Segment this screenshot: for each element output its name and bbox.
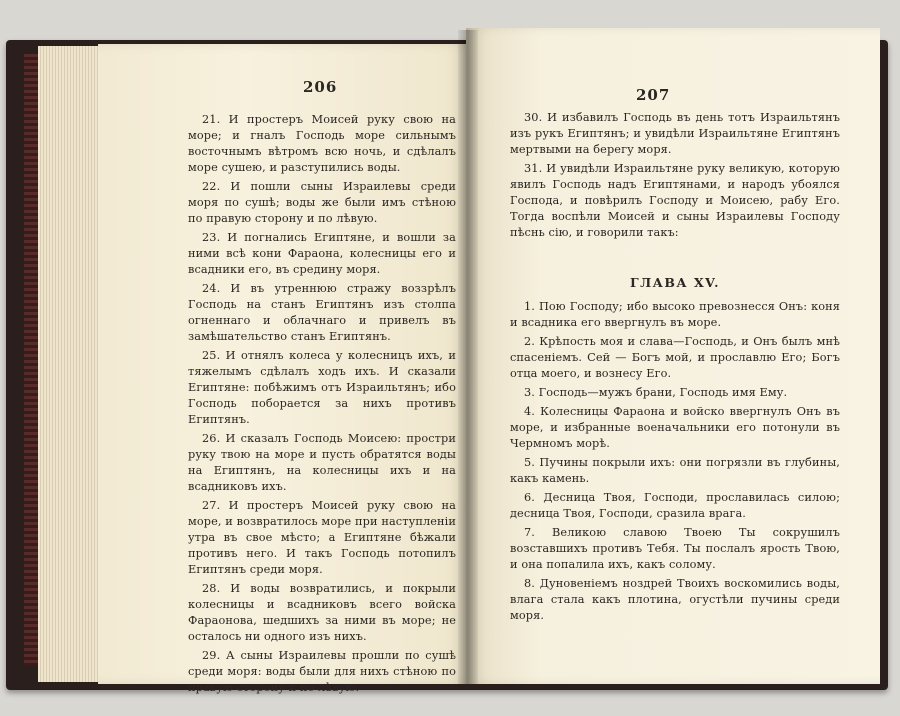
verse: 8. Дуновеніемъ ноздрей Твоихъ воскомились воды, влага стала какъ плотина, огустѣли пучины среди моря.: [510, 577, 840, 622]
page-number-right: 207: [636, 86, 671, 104]
verse: 22. И пошли сыны Израилевы среди моря по сушѣ; воды же были имъ стѣною по правую сторону и по лѣвую.: [188, 180, 456, 225]
verse: 23. И погнались Египтяне, и вошли за ними всѣ кони Фараона, колесницы его и всадники его, въ средину моря.: [188, 231, 456, 276]
verse: 28. И воды возвратились, и покрыли колесницы и всадниковъ всего войска Фараонова, шедшихъ за ними въ море; не осталось ни одного изъ нихъ.: [188, 582, 456, 643]
verse: 1. Пою Господу; ибо высоко превознесся Онъ: коня и всадника его ввергнулъ въ море.: [510, 300, 840, 329]
gutter-shadow: [458, 30, 478, 684]
left-page: [98, 44, 470, 694]
verse: 30. И избавилъ Господь въ день тотъ Израильтянъ изъ рукъ Египтянъ; и увидѣли Израильтяне Египтянъ мертвыми на берегу моря.: [510, 111, 840, 156]
verse: 5. Пучины покрыли ихъ: они погрязли въ глубины, какъ камень.: [510, 456, 840, 485]
verse: 26. И сказалъ Господь Моисею: простри руку твою на море и пусть обратятся воды на Египтянъ, на колесницы ихъ и на всадниковъ ихъ.: [188, 432, 456, 493]
left-page-text: [188, 112, 456, 699]
verse: 7. Великою славою Твоею Ты сокрушилъ возставшихъ противъ Тебя. Ты послалъ ярость Твою, и она попалила ихъ, какъ солому.: [510, 526, 840, 571]
verse: 3. Господь—мужъ брани, Господь имя Ему.: [524, 386, 788, 399]
verse: 24. И въ утреннюю стражу воззрѣлъ Господь на станъ Египтянъ изъ столпа огненнаго и облачнаго и привелъ въ замѣшательство станъ Египтянъ.: [188, 282, 456, 343]
verse: 4. Колесницы Фараона и войско ввергнулъ Онъ въ море, и избранные военачальники его потонули въ Чермномъ морѣ.: [510, 405, 840, 450]
verse: 2. Крѣпость моя и слава—Господь, и Онъ былъ мнѣ спасеніемъ. Сей — Богъ мой, и прославлю Его; Богъ отца моего, и вознесу Его.: [510, 335, 840, 380]
binding-edge: [24, 54, 38, 666]
verse: 6. Десница Твоя, Господи, прославилась силою; десница Твоя, Господи, сразила врага.: [510, 491, 840, 520]
verse: 27. И простеръ Моисей руку свою на море, и возвратилось море при наступленіи утра въ свое мѣсто; а Египтяне бѣжали противъ него. И такъ Господь потопилъ Египтянъ среди моря.: [188, 499, 456, 576]
right-page-text: [510, 110, 840, 627]
verse: 29. А сыны Израилевы прошли по сушѣ среди моря: воды были для нихъ стѣною по правую сторону и по лѣвую.: [188, 649, 456, 694]
page-number-left: 206: [303, 78, 338, 96]
chapter-heading: ГЛАВА XV.: [629, 275, 721, 290]
page-edges: [38, 46, 102, 682]
right-page: [466, 28, 880, 684]
verse: 31. И увидѣли Израильтяне руку великую, которую явилъ Господь надъ Египтянами, и народъ убоялся Господа, и повѣрилъ Господу и Моисею, рабу Его. Тогда воспѣли Моисей и сыны Израилевы Господу пѣснь сію, и говорили такъ:: [510, 162, 840, 239]
verse: 25. И отнялъ колеса у колесницъ ихъ, и тяжелымъ сдѣлалъ ходъ ихъ. И сказали Египтяне: побѣжимъ отъ Израильтянъ; ибо Господь поборается за нихъ противъ Египтянъ.: [188, 349, 456, 426]
verse: 21. И простеръ Моисей руку свою на море; и гналъ Господь море сильнымъ восточнымъ вѣтромъ всю ночь, и сдѣлалъ море сушею, и разступились воды.: [188, 113, 456, 174]
